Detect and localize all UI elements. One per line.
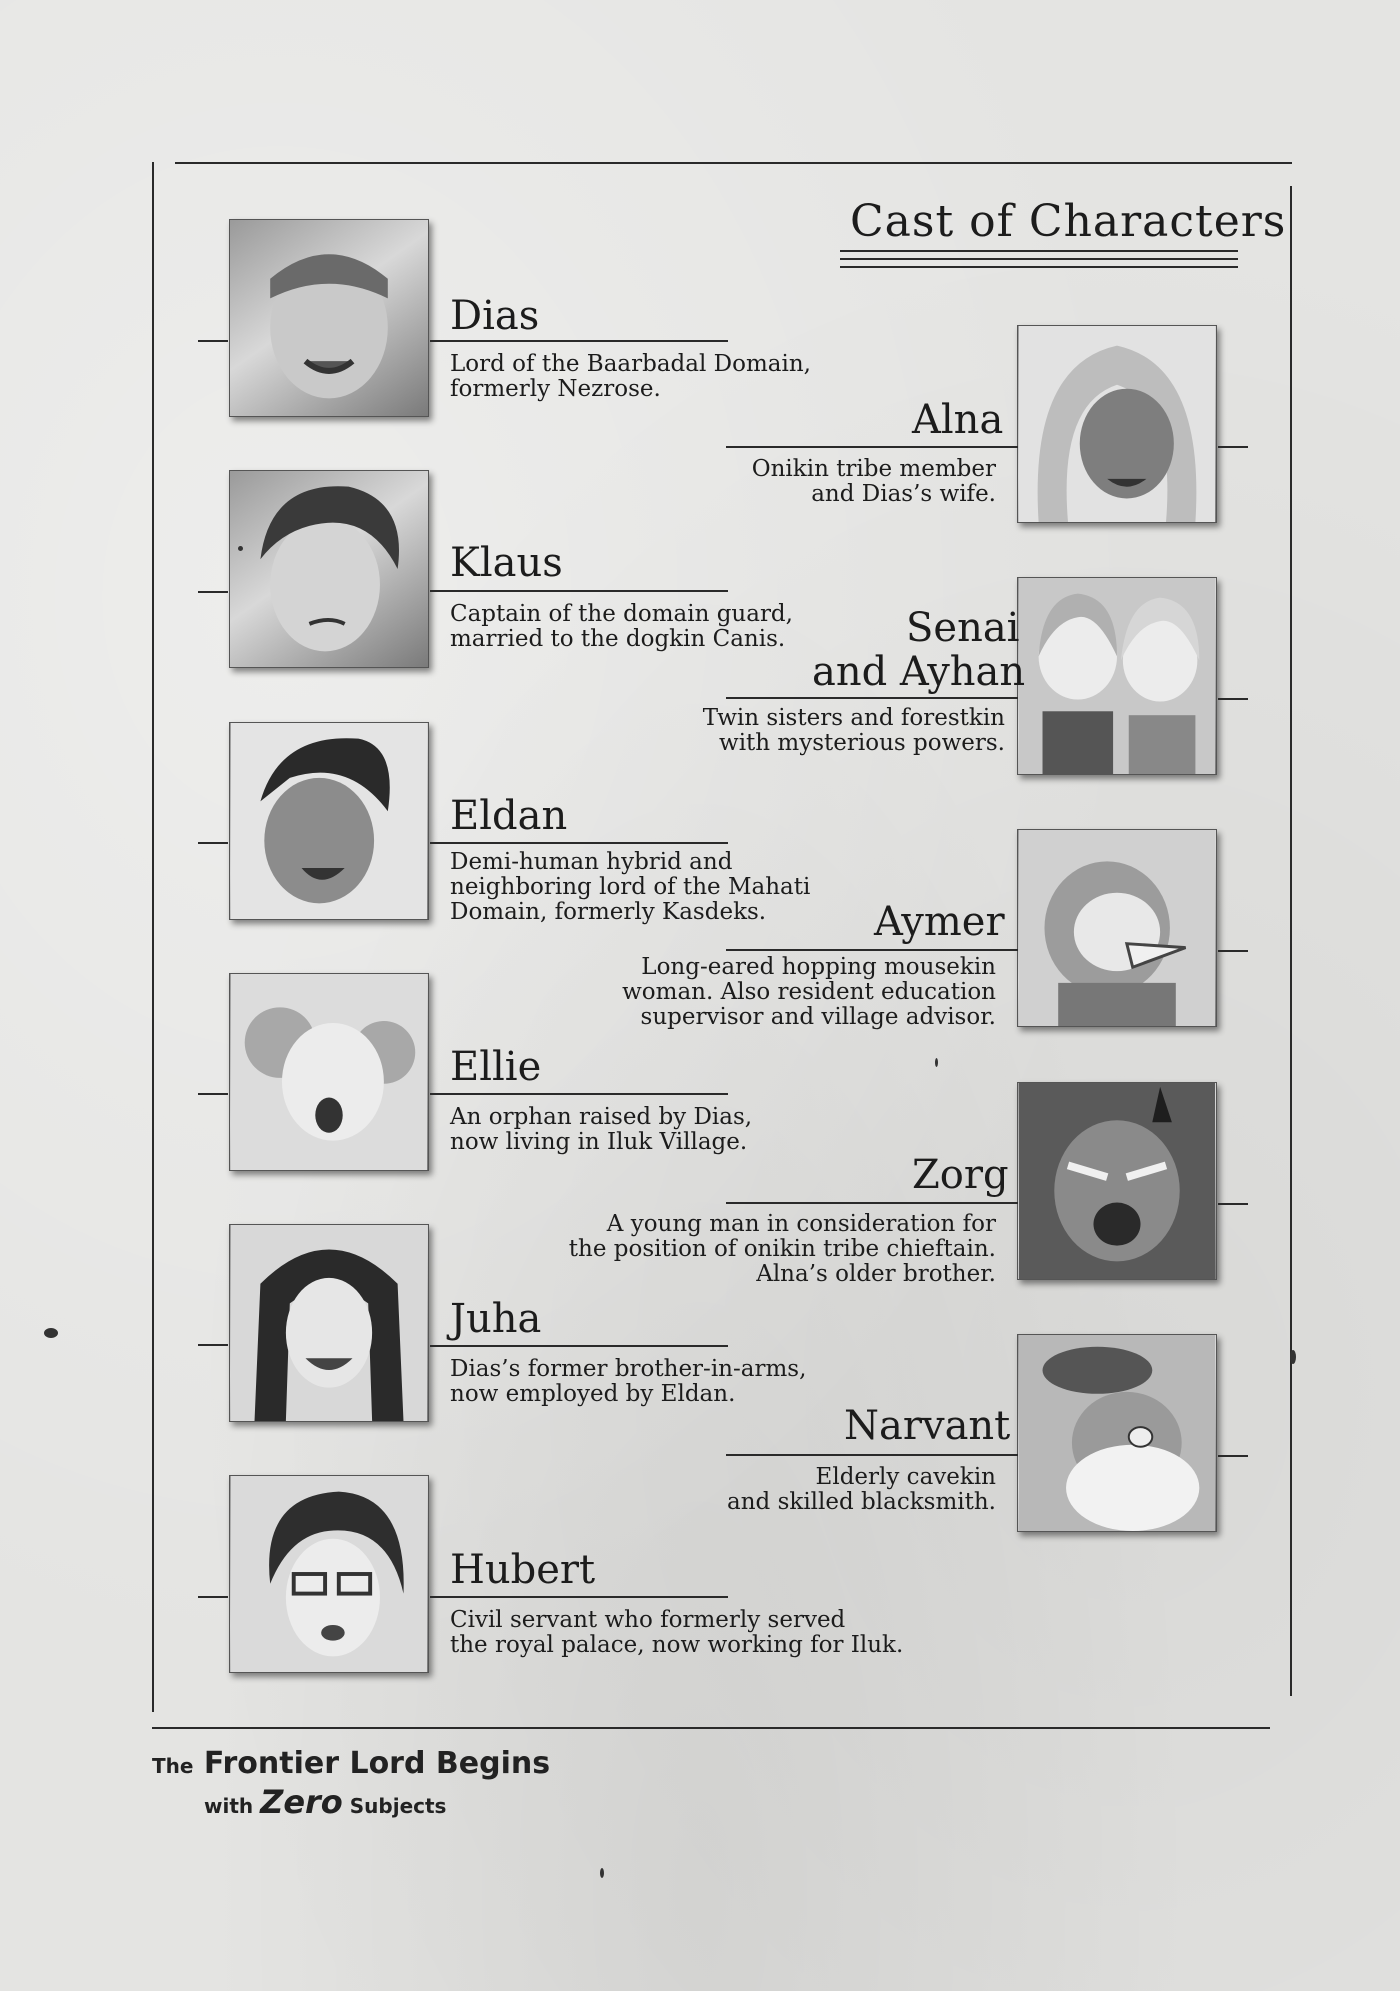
stub-zorg (1218, 1203, 1248, 1205)
rule-eldan (430, 842, 728, 844)
portrait-dias (229, 219, 429, 417)
page-title: Cast of Characters (850, 196, 1287, 247)
title-underline-2 (840, 258, 1238, 260)
desc-zorg: A young man in consideration for the position of onikin tribe chieftain. Alna’s older brother. (568, 1211, 996, 1287)
portrait-klaus (229, 470, 429, 668)
stub-aymer (1218, 950, 1248, 952)
title-underline-1 (840, 250, 1238, 252)
name-senai: Senai (906, 605, 1020, 651)
stub-alna (1218, 446, 1248, 448)
logo-zero: Zero (260, 1783, 343, 1821)
stub-eldan (198, 842, 228, 844)
logo-the: The (152, 1754, 194, 1778)
name-and-ayhan: and Ayhan (812, 649, 1026, 695)
stub-narvant (1218, 1455, 1248, 1457)
stub-hubert (198, 1596, 228, 1598)
rule-ellie (430, 1093, 728, 1095)
desc-ellie: An orphan raised by Dias, now living in Iluk Village. (450, 1104, 753, 1155)
desc-juha: Dias’s former brother-in-arms, now employed by Eldan. (450, 1356, 807, 1407)
portrait-alna (1017, 325, 1217, 523)
rule-klaus (430, 590, 728, 592)
desc-senai-and-ayhan: Twin sisters and forestkin with mysterious powers. (702, 705, 1005, 756)
portrait-eldan (229, 722, 429, 920)
series-logo (152, 1746, 551, 1821)
rule-narvant (726, 1454, 1018, 1456)
desc-eldan: Demi-human hybrid and neighboring lord of the Mahati Domain, formerly Kasdeks. (450, 849, 811, 925)
portrait-juha (229, 1224, 429, 1422)
logo-with: with (204, 1794, 254, 1818)
name-klaus: Klaus (450, 540, 563, 586)
name-eldan: Eldan (450, 793, 568, 839)
rule-senai-and-ayhan (726, 697, 1018, 699)
stub-ellie (198, 1093, 228, 1095)
desc-dias: Lord of the Baarbadal Domain, formerly Nezrose. (450, 351, 811, 402)
desc-aymer: Long-eared hopping mousekin woman. Also resident education supervisor and village advisor. (622, 954, 996, 1030)
title-underline-3 (840, 266, 1238, 268)
stub-juha (198, 1344, 228, 1346)
frame-top-rule (175, 162, 1292, 164)
stub-klaus (198, 591, 228, 593)
name-zorg: Zorg (912, 1152, 1009, 1198)
portrait-hubert (229, 1475, 429, 1673)
portrait-narvant (1017, 1334, 1217, 1532)
rule-alna (726, 446, 1018, 448)
rule-zorg (726, 1202, 1018, 1204)
paper-speck (44, 1328, 58, 1338)
logo-subjects: Subjects (349, 1794, 447, 1818)
rule-hubert (430, 1596, 728, 1598)
name-alna: Alna (912, 397, 1004, 443)
frame-bottom-rule (152, 1727, 1270, 1729)
name-ellie: Ellie (450, 1044, 542, 1090)
paper-speck (600, 1868, 604, 1878)
stub-dias (198, 340, 228, 342)
name-hubert: Hubert (450, 1547, 596, 1593)
desc-hubert: Civil servant who formerly served the royal palace, now working for Iluk. (450, 1607, 904, 1658)
name-dias: Dias (450, 293, 540, 339)
name-juha: Juha (450, 1296, 542, 1342)
rule-juha (430, 1345, 728, 1347)
portrait-senai-and-ayhan (1017, 577, 1217, 775)
paper-speck (238, 546, 243, 551)
frame-left-rule (152, 162, 154, 1712)
paper-speck (1290, 1350, 1296, 1364)
logo-frontier-lord-begins: Frontier Lord Begins (203, 1746, 551, 1781)
desc-klaus: Captain of the domain guard, married to the dogkin Canis. (450, 601, 793, 652)
desc-narvant: Elderly cavekin and skilled blacksmith. (727, 1464, 996, 1515)
portrait-ellie (229, 973, 429, 1171)
portrait-zorg (1017, 1082, 1217, 1280)
portrait-aymer (1017, 829, 1217, 1027)
desc-alna: Onikin tribe member and Dias’s wife. (751, 456, 996, 507)
frame-right-rule (1290, 186, 1292, 1696)
rule-aymer (726, 949, 1018, 951)
paper-speck (935, 1058, 938, 1067)
rule-dias (430, 340, 728, 342)
name-aymer: Aymer (874, 899, 1005, 945)
stub-senai-and-ayhan (1218, 698, 1248, 700)
name-narvant: Narvant (844, 1403, 1011, 1449)
